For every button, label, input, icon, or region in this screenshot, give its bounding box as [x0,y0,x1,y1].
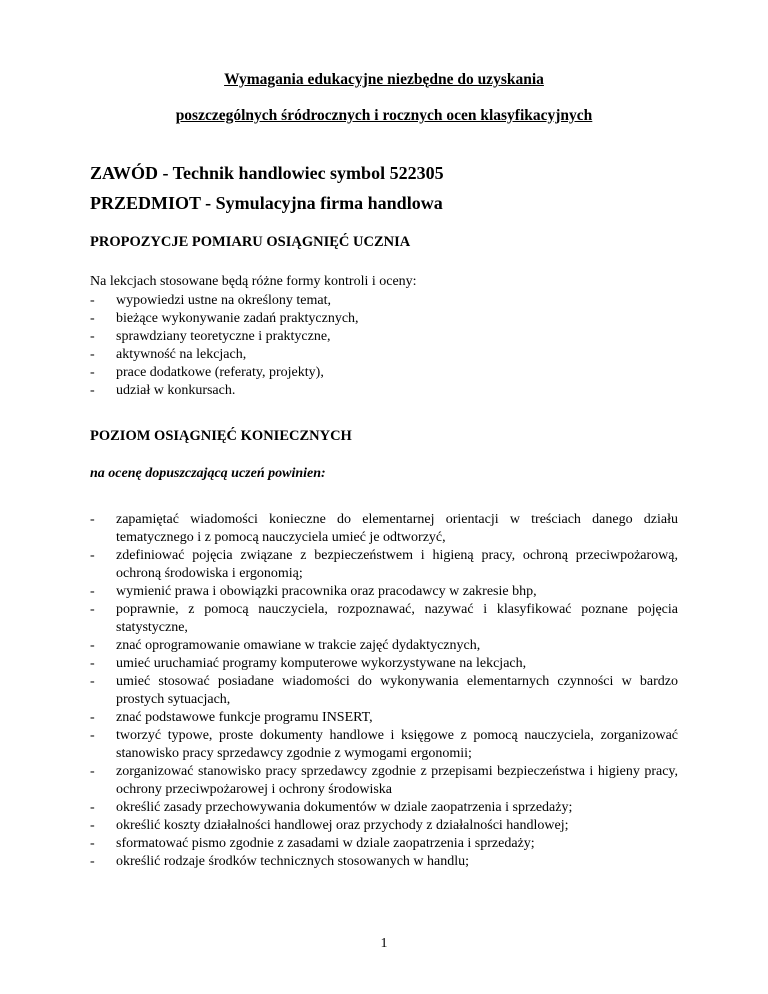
list-item: - zapamiętać wiadomości konieczne do elementarnej orientacji w treściach danego działu tematycznego i z pomocą nauczyciela umieć je odtworzyć, [90,512,678,545]
dash-bullet: - [90,800,95,815]
dash-bullet: - [90,764,95,779]
dash-bullet: - [90,548,95,563]
list-item: - znać podstawowe funkcje programu INSERT, [90,710,373,725]
dash-bullet: - [90,347,95,362]
dash-bullet: - [90,710,95,725]
list-item: - sformatować pismo zgodnie z zasadami w dziale zaopatrzenia i sprzedaży; [90,836,535,851]
dash-bullet: - [90,329,95,344]
dash-bullet: - [90,818,95,833]
dash-bullet: - [90,512,95,527]
list-item: - aktywność na lekcjach, [90,347,247,362]
dash-bullet: - [90,656,95,671]
assessment-section-heading: PROPOZYCJE POMIARU OSIĄGNIĘĆ UCZNIA [90,234,411,250]
list-item: - zorganizować stanowisko pracy sprzedawcy zgodnie z przepisami bezpieczeństwa i higieny pracy, ochrony przeciwpożarowej i ochrony środowiska [90,764,678,797]
list-item: - prace dodatkowe (referaty, projekty), [90,365,324,380]
list-item: - udział w konkursach. [90,383,236,398]
list-item: - sprawdziany teoretyczne i praktyczne, [90,329,331,344]
subject-heading: PRZEDMIOT - Symulacyjna firma handlowa [90,193,443,213]
required-level-heading: POZIOM OSIĄGNIĘĆ KONIECZNYCH [90,428,352,444]
requirements-list [90,511,678,871]
grade-subheading: na ocenę dopuszczającą uczeń powinien: [90,466,326,481]
dash-bullet: - [90,584,95,599]
list-item: - bieżące wykonywanie zadań praktycznych, [90,311,359,326]
dash-bullet: - [90,602,95,617]
list-item: - umieć uruchamiać programy komputerowe wykorzystywane na lekcjach, [90,656,527,671]
list-item: - poprawnie, z pomocą nauczyciela, rozpoznawać, nazywać i klasyfikować poznane pojęcia statystyczne, [90,602,678,635]
list-item: - umieć stosować posiadane wiadomości do wykonywania elementarnych czynności w bardzo prostych sytuacjach, [90,674,678,707]
dash-bullet: - [90,836,95,851]
dash-bullet: - [90,365,95,380]
page-number: 1 [380,936,388,951]
document-title-line-1: Wymagania edukacyjne niezbędne do uzyskania [224,71,544,88]
assessment-intro: Na lekcjach stosowane będą różne formy kontroli i oceny: [90,274,417,289]
document-title-line-2: poszczególnych śródrocznych i rocznych ocen klasyfikacyjnych [175,107,593,124]
dash-bullet: - [90,311,95,326]
dash-bullet: - [90,728,95,743]
list-item: - wypowiedzi ustne na określony temat, [90,293,332,308]
dash-bullet: - [90,638,95,653]
list-item: - określić koszty działalności handlowej oraz przychody z działalności handlowej; [90,818,569,833]
assessment-forms-list [90,292,650,400]
list-item: - określić rodzaje środków technicznych stosowanych w handlu; [90,854,470,869]
profession-heading: ZAWÓD - Technik handlowiec symbol 522305 [90,163,444,183]
list-item: - zdefiniować pojęcia związane z bezpieczeństwem i higieną pracy, ochroną przeciwpożarową, ochroną środowiska i ergonomią; [90,548,678,581]
list-item: - określić zasady przechowywania dokumentów w dziale zaopatrzenia i sprzedaży; [90,800,573,815]
list-item: - wymienić prawa i obowiązki pracownika oraz pracodawcy w zakresie bhp, [90,584,537,599]
dash-bullet: - [90,674,95,689]
list-item: - tworzyć typowe, proste dokumenty handlowe i księgowe z pomocą nauczyciela, zorganizować stanowisko pracy sprzedawcy zgodnie z wymogami ergonomii; [90,728,678,761]
dash-bullet: - [90,854,95,869]
list-item: - znać oprogramowanie omawiane w trakcie zajęć dydaktycznych, [90,638,481,653]
dash-bullet: - [90,293,95,308]
dash-bullet: - [90,383,95,398]
